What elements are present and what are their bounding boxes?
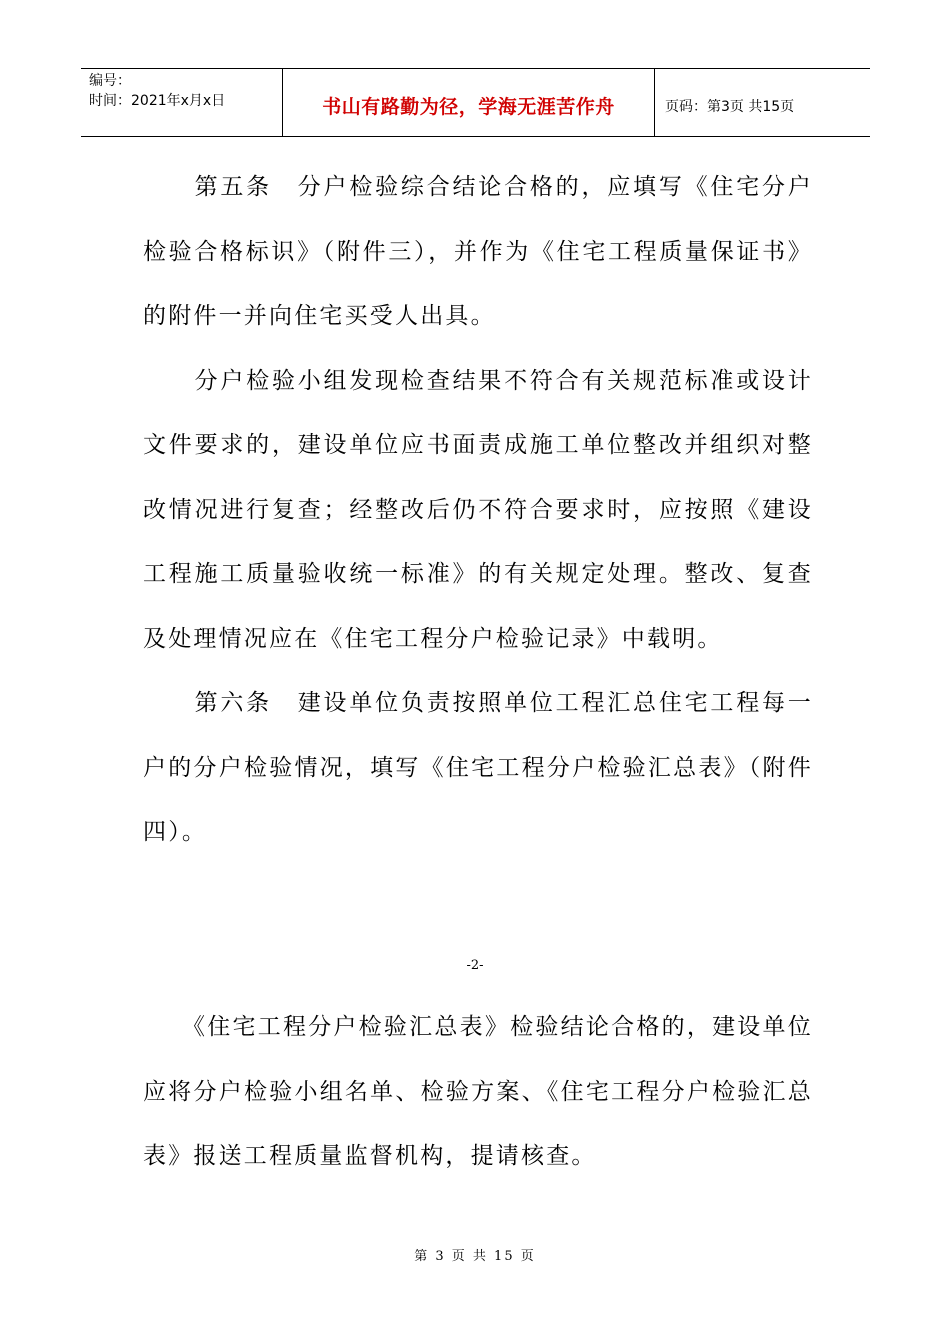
inner-page-number: -2-	[466, 958, 484, 973]
document-date: 时间：2021年x月x日	[89, 93, 226, 109]
header-motto: 书山有路勤为径，学海无涯苦作舟	[283, 69, 655, 136]
page-footer: 第 3 页 共 15 页	[414, 1249, 536, 1264]
paragraph-article-5: 第五条 分户检验综合结论合格的，应填写《住宅分户检验合格标识》（附件三），并作为《住宅工程质量保证书》的附件一并向住宅买受人出具。	[143, 174, 813, 329]
body-section-1	[143, 155, 813, 865]
body-section-2	[143, 995, 813, 1189]
paragraph-article-6: 第六条 建设单位负责按照单位工程汇总住宅工程每一户的分户检验情况，填写《住宅工程分户检验汇总表》（附件四）。	[143, 690, 813, 845]
document-number-label: 编号：	[89, 73, 131, 89]
paragraph-inspection-group: 分户检验小组发现检查结果不符合有关规范标准或设计文件要求的，建设单位应书面责成施工单位整改并组织对整改情况进行复查；经整改后仍不符合要求时，应按照《建设工程施工质量验收统一标准》的有关规定处理。整改、复查及处理情况应在《住宅工程分户检验记录》中载明。	[143, 367, 813, 652]
document-header	[81, 68, 870, 137]
paragraph-summary-table: 《住宅工程分户检验汇总表》检验结论合格的，建设单位应将分户检验小组名单、检验方案、《住宅工程分户检验汇总表》报送工程质量监督机构，提请核查。	[143, 1014, 813, 1169]
header-meta	[81, 69, 283, 136]
header-page-info: 页码：第3页 共15页	[665, 98, 795, 115]
